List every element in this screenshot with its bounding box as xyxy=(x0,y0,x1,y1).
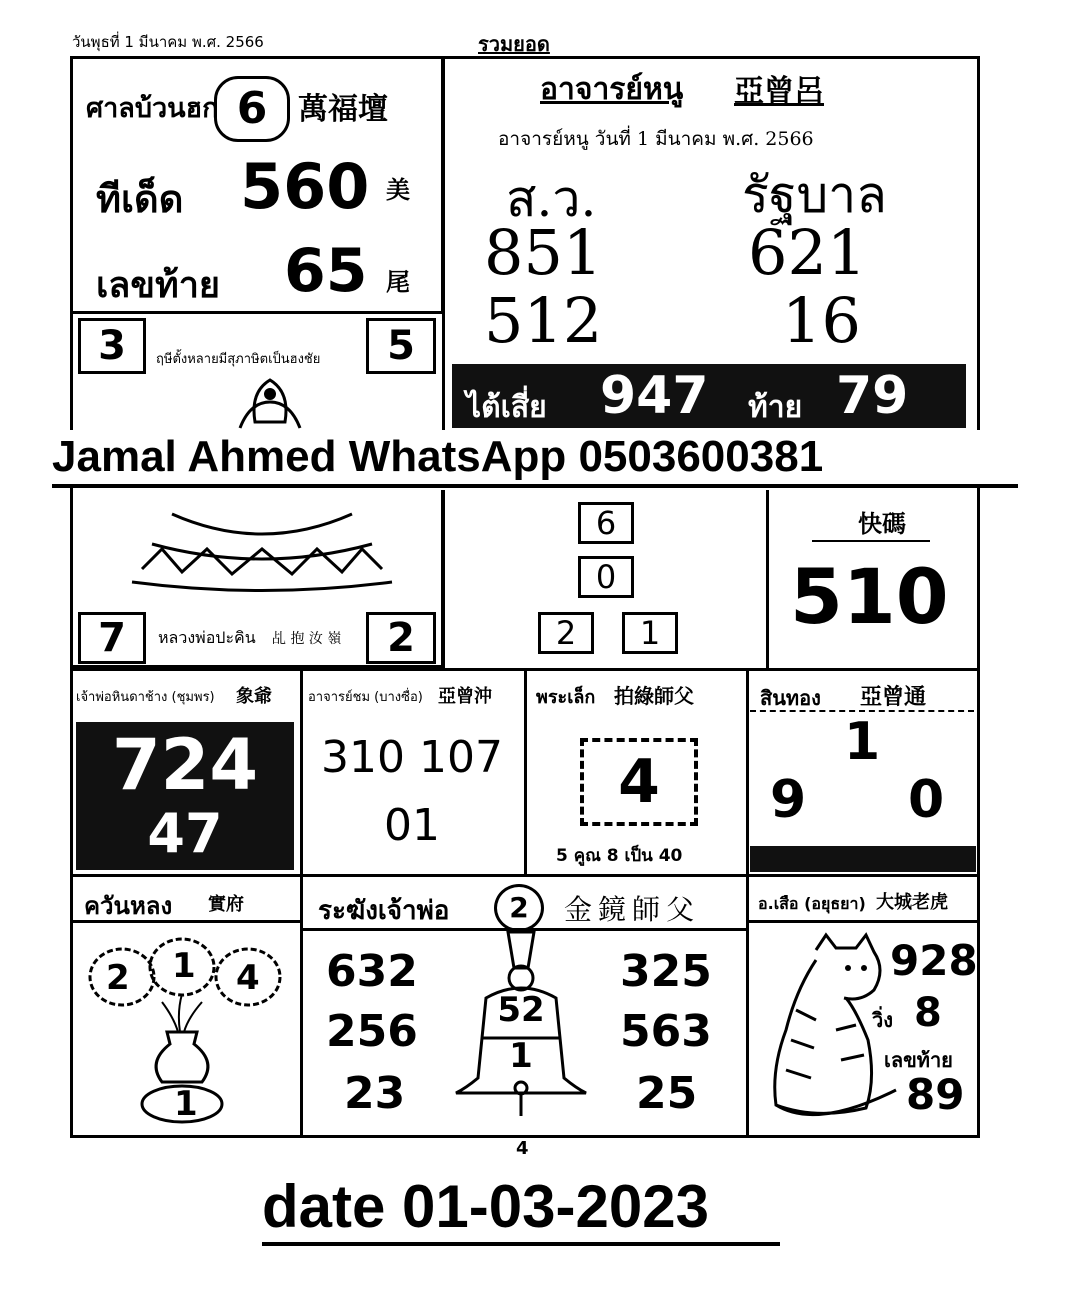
ajarn-title: อาจารย์หนู xyxy=(540,72,684,107)
row3-c-cn: 拍綠師父 xyxy=(614,684,694,708)
ajarn-bar-value2: 79 xyxy=(836,366,909,426)
row3-d-cn: 亞曾通 xyxy=(860,685,927,710)
row3-a-label: เจ้าพ่อหินดาช้าง (ชุมพร) xyxy=(76,690,215,705)
shrine-chinese: 萬福壇 xyxy=(298,92,388,127)
ajarn-bar-value1: 947 xyxy=(600,366,709,426)
row3-a-v1: 724 xyxy=(111,724,259,806)
quick-underline xyxy=(812,540,930,542)
pyramid-mid: 0 xyxy=(578,556,634,598)
buddha-bl: 7 xyxy=(78,612,146,664)
row3-d-black-bar xyxy=(750,846,976,872)
row3-div3 xyxy=(746,668,749,876)
header-logo: รวมยอด xyxy=(478,32,550,56)
divider-vertical-top xyxy=(442,58,445,430)
row4-c-underline xyxy=(748,920,978,923)
row4-b-cn: 金鏡師父 xyxy=(564,893,701,926)
row4-c-tail-label: เลขท้าย xyxy=(884,1048,953,1072)
buddha-br: 2 xyxy=(366,612,436,664)
buddha-caption-top: ฤษีตั้งหลายมีสุภาษิตเป็นฮงชัย xyxy=(156,352,321,367)
ajarn-col1-v2: 512 xyxy=(484,284,603,357)
quick-label: 快碼 xyxy=(858,510,906,538)
ajarn-col1-label: ส.ว. xyxy=(506,170,597,228)
row3-d-label: สินทอง xyxy=(760,686,821,710)
pyramid-top: 6 xyxy=(578,502,634,544)
shrine-t1-label: ทีเด็ด xyxy=(96,177,184,221)
row3-div1 xyxy=(300,668,303,876)
row4-b-bell-bottom: 1 xyxy=(509,1036,533,1076)
row4-b-l1: 632 xyxy=(326,946,418,997)
ajarn-subtitle: อาจารย์หนู วันที่ 1 มีนาคม พ.ศ. 2566 xyxy=(498,128,814,150)
row4-b-r3: 25 xyxy=(636,1068,698,1119)
row4-a-cn: 實府 xyxy=(208,894,244,915)
pyramid-right: 1 xyxy=(622,612,678,654)
ajarn-title-cn: 亞曾呂 xyxy=(734,74,824,109)
ajarn-bar-label1: ไต้เสี่ย xyxy=(466,390,547,425)
buddha-caption-bottom-cn: 乩 抱 汝 嶺 xyxy=(272,631,342,647)
row3-d-left: 9 xyxy=(770,770,807,830)
row3-div2 xyxy=(524,668,527,876)
shrine-t1-char: 美 xyxy=(386,176,410,204)
row3-a-v2: 47 xyxy=(147,802,223,865)
shrine-t2-label: เลขท้าย xyxy=(96,265,221,306)
row4-c-run-label: วิ่ง xyxy=(872,1008,893,1032)
buddha-tr: 5 xyxy=(366,318,436,374)
ajarn-bar-label2: ท้าย xyxy=(748,390,803,425)
row4-c-cn: 大城老虎 xyxy=(876,892,948,913)
row3-d-top: 1 xyxy=(844,712,881,772)
row4-b-label: ระฆังเจ้าพ่อ xyxy=(318,896,450,926)
row4-b-bell-top: 52 xyxy=(497,990,545,1030)
ajarn-col2-label: รัฐบาล xyxy=(742,166,887,224)
row3-c-note: 5 คูณ 8 เป็น 40 xyxy=(556,846,683,866)
row4-a-n2: 1 xyxy=(172,946,196,986)
row3-c-label: พระเล็ก xyxy=(536,687,596,708)
row3-b-v1: 310 107 xyxy=(321,732,503,783)
row4-b-num: 2 xyxy=(494,884,544,932)
footer-date: date 01-03-2023 xyxy=(262,1173,709,1240)
row4-div2 xyxy=(746,874,749,1136)
shrine-t2-char: 尾 xyxy=(386,268,410,296)
watermark-text: Jamal Ahmed WhatsApp 0503600381 xyxy=(52,432,824,481)
row4-b-l3: 23 xyxy=(344,1068,406,1119)
footer-underline xyxy=(262,1242,780,1246)
ajarn-col1-v1: 851 xyxy=(484,216,603,289)
row3-d-right: 0 xyxy=(908,770,945,830)
row3-c-value: 4 xyxy=(580,738,698,826)
shrine-number: 6 xyxy=(214,76,290,142)
buddha-tl: 3 xyxy=(78,318,146,374)
row4-c-label: อ.เสือ (อยุธยา) xyxy=(758,894,866,913)
ajarn-col2-v2: 16 xyxy=(782,284,861,357)
row4-a-base: 1 xyxy=(174,1084,198,1124)
pyramid-left: 2 xyxy=(538,612,594,654)
shrine-t1-value: 560 xyxy=(240,150,370,223)
quick-value: 510 xyxy=(790,552,949,641)
row3-b-v2: 01 xyxy=(384,800,440,851)
buddha-figure-top xyxy=(180,372,360,430)
row4-b-l2: 256 xyxy=(326,1006,418,1057)
row3-a-cn: 象爺 xyxy=(236,686,272,707)
row4-a-label: ควันหลง xyxy=(84,892,173,920)
page-number: 4 xyxy=(516,1138,529,1159)
shrine-t2-value: 65 xyxy=(284,236,368,306)
ajarn-col2-v1: 621 xyxy=(748,216,867,289)
row4-a-n3: 4 xyxy=(236,958,260,998)
divider-vertical-mid xyxy=(442,490,445,668)
header-date: วันพุธที่ 1 มีนาคม พ.ศ. 2566 xyxy=(72,33,264,51)
buddha-caption-bottom: หลวงพ่อปะคิน xyxy=(158,628,256,647)
row3-b-label: อาจารย์ชม (บางซื่อ) xyxy=(308,690,423,705)
row4-c-run: 8 xyxy=(914,990,942,1036)
row3-b-cn: 亞曾沖 xyxy=(438,686,492,707)
row4-b-r2: 563 xyxy=(620,1006,712,1057)
divider-vertical-quick xyxy=(766,490,769,668)
buddha-lotus xyxy=(112,494,412,604)
row4-b-r1: 325 xyxy=(620,946,712,997)
row4-top-line xyxy=(72,874,978,877)
watermark-underline xyxy=(52,484,1018,488)
shrine-title: ศาลบ้วนฮก xyxy=(86,93,219,124)
row4-div1 xyxy=(300,874,303,1136)
row4-a-n1: 2 xyxy=(106,958,130,998)
row4-c-v1: 928 xyxy=(890,936,978,985)
row4-c-tail: 89 xyxy=(906,1070,965,1119)
